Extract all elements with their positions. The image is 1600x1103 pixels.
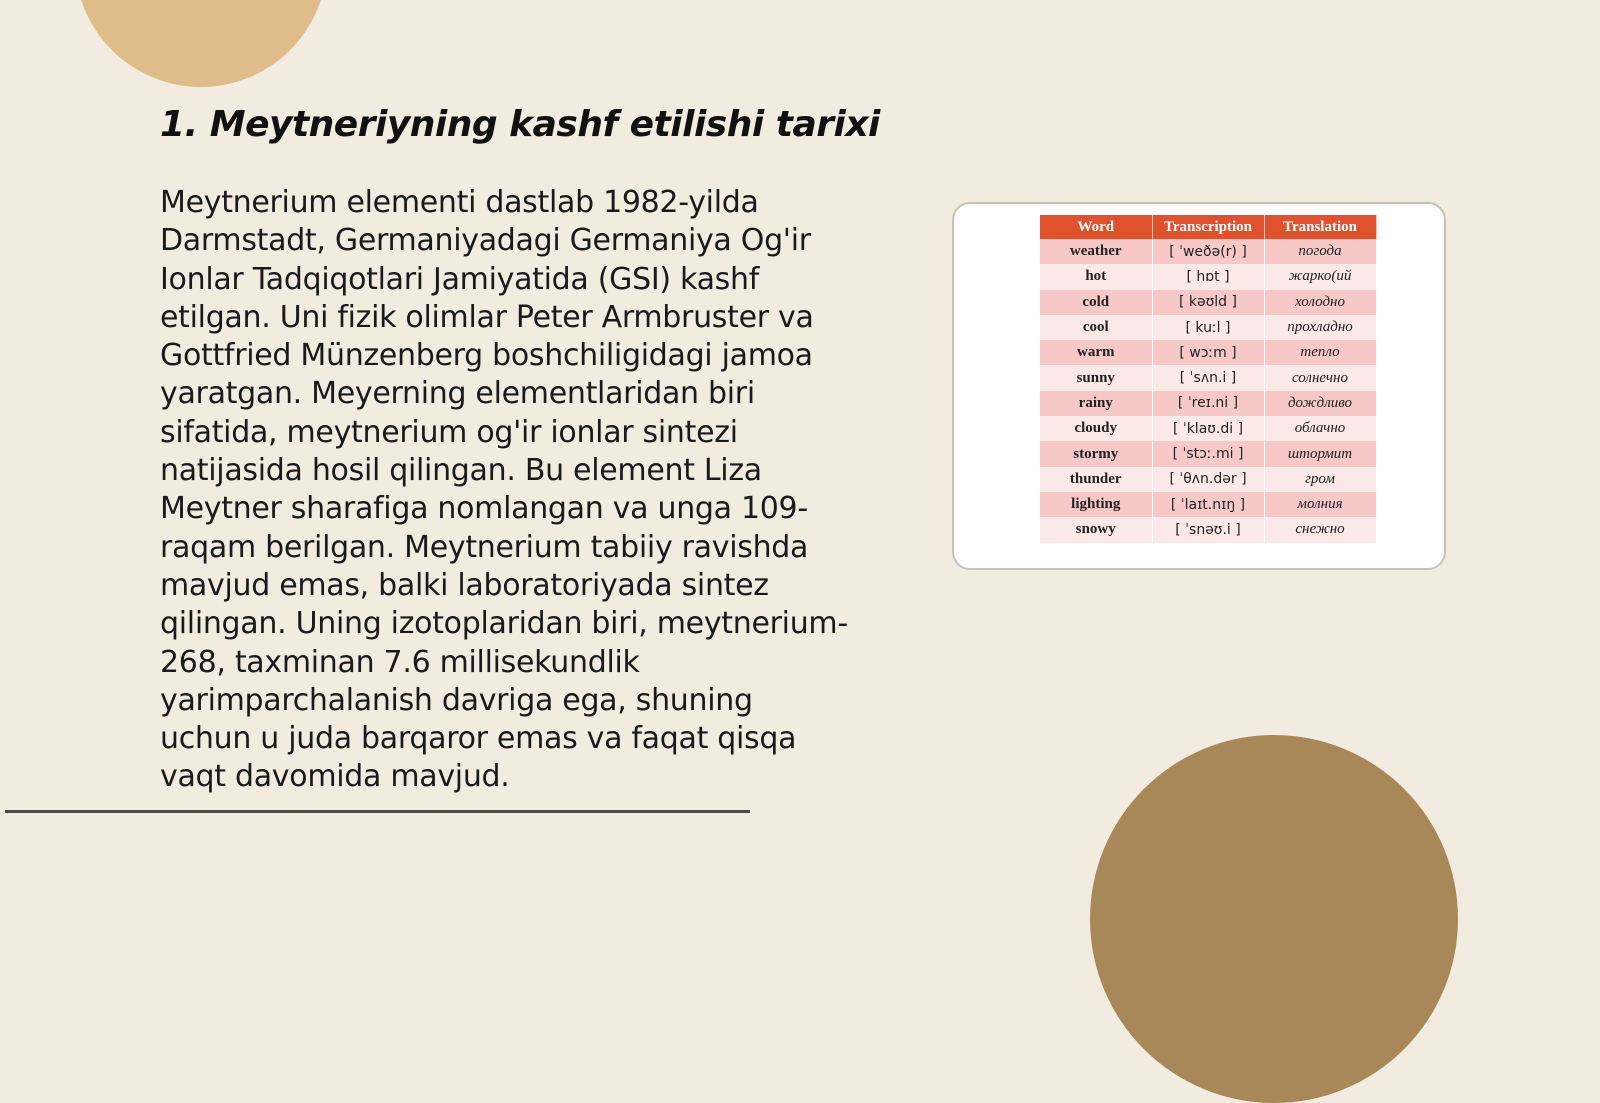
cell-transcription: [ wɔːm ]	[1152, 340, 1264, 365]
cell-translation: снежно	[1264, 517, 1376, 542]
table-row	[1040, 239, 1376, 264]
table-row	[1040, 517, 1376, 542]
table-row	[1040, 416, 1376, 441]
cell-translation: холодно	[1264, 290, 1376, 315]
header-word: Word	[1040, 215, 1152, 239]
cell-transcription: [ ˈθʌn.dər ]	[1152, 467, 1264, 492]
cell-word: cloudy	[1040, 416, 1152, 441]
cell-translation: погода	[1264, 239, 1376, 264]
cell-word: hot	[1040, 264, 1152, 289]
slide-body-text: Meytnerium elementi dastlab 1982-yilda Darmstadt, Germaniyadagi Germaniya Og'ir Ionlar Tadqiqotlari Jamiyatida (GSI) kashf etilgan. Uni fizik olimlar Peter Armbruster va Gottfried Münzenberg boshchiligidagi jamoa yaratgan. Meyerning elementlaridan biri sifatida, meytnerium og'ir ionlar sintezi natijasida hosil qilingan. Bu element Liza Meytner sharafiga nomlangan va unga 109-raqam berilgan. Meytnerium tabiiy ravishda mavjud emas, balki laboratoriyada sintez qilingan. Uning izotoplaridan biri, meytnerium-268, taxminan 7.6 millisekundlik yarimparchalanish davriga ega, shuning uchun u juda barqaror emas va faqat qisqa vaqt davomida mavjud.	[160, 185, 848, 795]
cell-word: rainy	[1040, 391, 1152, 416]
table-header-row	[1040, 215, 1376, 239]
cell-translation: жарко(ий	[1264, 264, 1376, 289]
vocabulary-table	[1040, 215, 1377, 543]
slide-title: 1. Meytneriyning kashf etilishi tarixi	[160, 104, 880, 145]
cell-transcription: [ hɒt ]	[1152, 264, 1264, 289]
cell-transcription: [ ˈklaʊ.di ]	[1152, 416, 1264, 441]
header-translation: Translation	[1264, 215, 1376, 239]
cell-word: cool	[1040, 315, 1152, 340]
cell-translation: тепло	[1264, 340, 1376, 365]
decorative-circle-top	[75, 0, 327, 87]
divider-line	[5, 810, 750, 813]
cell-word: weather	[1040, 239, 1152, 264]
cell-word: thunder	[1040, 467, 1152, 492]
cell-transcription: [ ˈlaɪt.nɪŋ ]	[1152, 492, 1264, 517]
table-row	[1040, 391, 1376, 416]
cell-word: cold	[1040, 290, 1152, 315]
header-transcription: Transcription	[1152, 215, 1264, 239]
cell-word: warm	[1040, 340, 1152, 365]
cell-transcription: [ kəʊld ]	[1152, 290, 1264, 315]
cell-transcription: [ ˈsʌn.i ]	[1152, 365, 1264, 390]
cell-transcription: [ ˈweðə(r) ]	[1152, 239, 1264, 264]
cell-translation: дождливо	[1264, 391, 1376, 416]
decorative-circle-bottom	[1090, 735, 1458, 1103]
cell-translation: облачно	[1264, 416, 1376, 441]
cell-transcription: [ ˈstɔː.mi ]	[1152, 441, 1264, 466]
cell-word: lighting	[1040, 492, 1152, 517]
cell-word: stormy	[1040, 441, 1152, 466]
cell-translation: молния	[1264, 492, 1376, 517]
cell-transcription: [ ˈreɪ.ni ]	[1152, 391, 1264, 416]
cell-word: sunny	[1040, 365, 1152, 390]
table-row	[1040, 290, 1376, 315]
table-row	[1040, 264, 1376, 289]
cell-translation: солнечно	[1264, 365, 1376, 390]
table-row	[1040, 315, 1376, 340]
table-body	[1040, 239, 1376, 543]
table-row	[1040, 365, 1376, 390]
table-row	[1040, 441, 1376, 466]
cell-word: snowy	[1040, 517, 1152, 542]
vocabulary-table-image	[952, 202, 1446, 570]
cell-translation: штормит	[1264, 441, 1376, 466]
table-row	[1040, 492, 1376, 517]
cell-translation: гром	[1264, 467, 1376, 492]
table-row	[1040, 467, 1376, 492]
cell-translation: прохладно	[1264, 315, 1376, 340]
cell-transcription: [ ˈsnəʊ.i ]	[1152, 517, 1264, 542]
cell-transcription: [ kuːl ]	[1152, 315, 1264, 340]
table-row	[1040, 340, 1376, 365]
